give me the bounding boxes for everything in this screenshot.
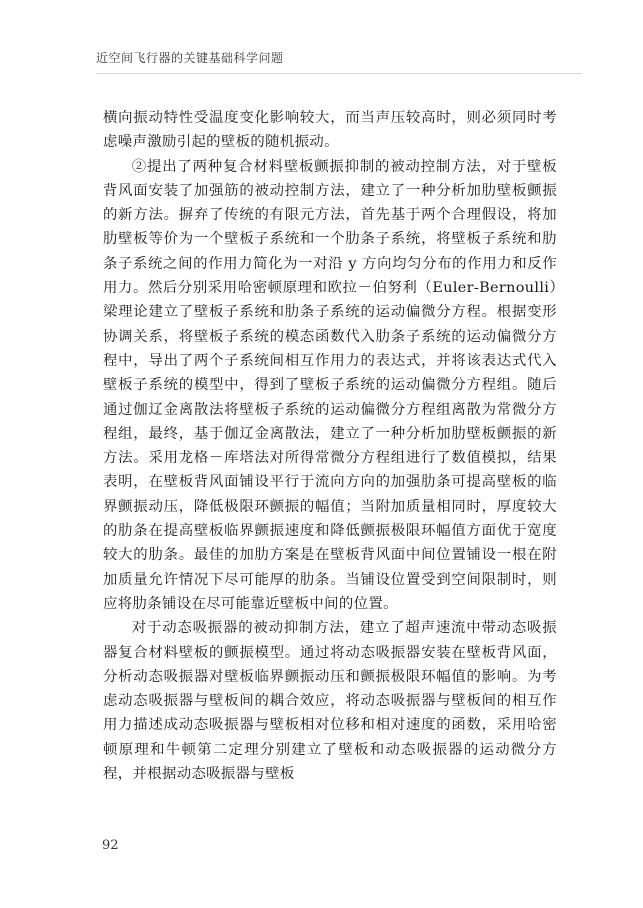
paragraph-continuation: 横向振动特性受温度变化影响较大，而当声压较高时，则必须同时考虑噪声激励引起的壁板的随机振动。 <box>103 110 557 151</box>
paragraph-vibration-absorber: 对于动态吸振器的被动抑制方法，建立了超声速流中带动态吸振器复合材料壁板的颤振模型。通过将动态吸振器安装在壁板背风面，分析动态吸振器对壁板临界颤振动压和颤振极限环幅值的影响。为考虑动态吸振器与壁板间的耦合效应，将动态吸振器与壁板间的相互作用力描述成动态吸振器与壁板相对位移和相对速度的函数，采用哈密顿原理和牛顿第二定理分别建立了壁板和动态吸振器的运动微分方程，并根据动态吸振器与壁板 <box>103 620 557 783</box>
page-number: 92 <box>102 838 119 853</box>
header-rule <box>96 73 582 74</box>
body-text <box>103 106 557 786</box>
running-header: 近空间飞行器的关键基础科学问题 <box>96 51 284 65</box>
paragraph-passive-control: ②提出了两种复合材料壁板颤振抑制的被动控制方法，对于壁板背风面安装了加强筋的被动控制方法，建立了一种分析加肋壁板颤振的新方法。摒弃了传统的有限元方法，首先基于两个合理假设，将加肋壁板等价为一个壁板子系统和一个肋条子系统，将壁板子系统和肋条子系统之间的作用力简化为一对沿 y 方向均匀分布的作用力和反作用力。然后分别采用哈密顿原理和欧拉－伯努利（Euler-Bernoulli）梁理论建立了壁板子系统和肋条子系统的运动偏微分方程。根据变形协调关系，将壁板子系统的模态函数代入肋条子系统的运动偏微分方程中，导出了两个子系统间相互作用力的表达式，并将该表达式代入壁板子系统的模型中，得到了壁板子系统的运动偏微分方程组。随后通过伽辽金离散法将壁板子系统的运动偏微分方程组离散为常微分方程组，最终，基于伽辽金离散法，建立了一种分析加肋壁板颤振的新方法。采用龙格－库塔法对所得常微分方程组进行了数值模拟，结果表明，在壁板背风面铺设平行于流向方向的加强肋条可提高壁板的临界颤振动压，降低极限环颤振的幅值；当附加质量相同时，厚度较大的肋条在提高壁板临界颤振速度和降低颤振极限环幅值方面优于宽度较大的肋条。最佳的加肋方案是在壁板背风面中间位置铺设一根在附加质量允许情况下尽可能厚的肋条。当铺设位置受到空间限制时，则应将肋条铺设在尽可能靠近壁板中间的位置。 <box>103 158 557 612</box>
